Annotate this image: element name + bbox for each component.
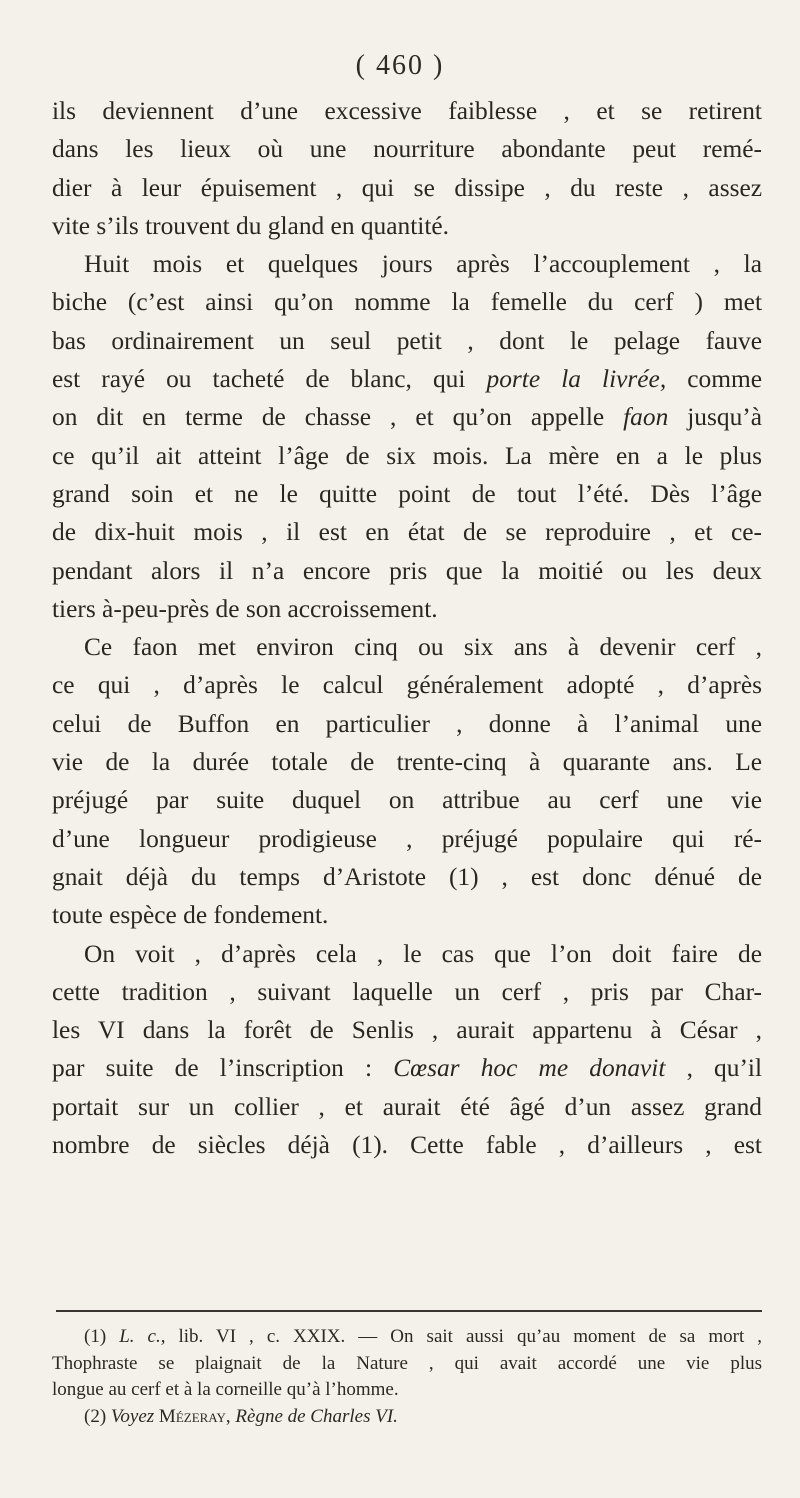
text-line: d’une longueur prodigieuse , préjugé populaire qui ré-	[52, 824, 762, 853]
text-line: On voit , d’après cela , le cas que l’on doit faire de	[84, 939, 762, 968]
italic-inscription: Cœsar hoc me donavit	[393, 1054, 666, 1083]
text-line: grand soin et ne le quitte point de tout l’été. Dès l’âge	[52, 479, 762, 508]
text-line: gnait déjà du temps d’Aristote (1) , est donc dénué de	[52, 862, 762, 891]
text-line: celui de Buffon en particulier , donne à l’animal une	[52, 709, 762, 738]
text-line: les VI dans la forêt de Senlis , aurait appartenu à César ,	[52, 1016, 762, 1045]
italic-phrase: porte la livrée,	[486, 365, 667, 394]
text-line: nombre de siècles déjà (1). Cette fable , d’ailleurs , est	[52, 1131, 762, 1160]
text-line: dier à leur épuisement , qui se dissipe , du reste , assez	[52, 173, 762, 202]
text-line: pendant alors il n’a encore pris que la moitié ou les deux	[52, 556, 762, 585]
text-segment: on dit en terme de chasse , et qu’on appelle	[52, 403, 624, 432]
text-line: portait sur un collier , et aurait été âgé d’un assez grand	[52, 1092, 762, 1121]
text-line: de dix-huit mois , il est en état de se reproduire , et ce-	[52, 518, 762, 547]
text-line: bas ordinairement un seul petit , dont le pelage fauve	[52, 326, 762, 355]
footnote-line: Thophraste se plaignait de la Nature , qui avait accordé une vie plus	[52, 1352, 762, 1374]
text-line	[52, 1049, 762, 1087]
text-line: vite s’ils trouvent du gland en quantité.	[52, 211, 450, 240]
text-line: cette tradition , suivant laquelle un cerf , pris par Char-	[52, 977, 762, 1006]
footnote-reference: L. c.	[119, 1326, 161, 1347]
text-segment: , qu’il	[665, 1054, 763, 1083]
text-line: ce qui , d’après le calcul généralement adopté , d’après	[52, 671, 762, 700]
footnote-line: longue au cerf et à la corneille qu’à l’homme.	[52, 1379, 399, 1400]
footnote-divider	[56, 1310, 762, 1312]
text-segment: est rayé ou tacheté de blanc, qui	[52, 365, 487, 394]
footnote-marker: (1)	[84, 1326, 120, 1347]
footnote-text: , lib. VI , c. XXIX. — On sait aussi qu’au moment de sa mort ,	[160, 1326, 763, 1347]
text-line: dans les lieux où une nourriture abondante peut remé-	[52, 135, 762, 164]
text-segment: par suite de l’inscription :	[52, 1054, 394, 1083]
text-line: Ce faon met environ cinq ou six ans à devenir cerf ,	[84, 633, 762, 662]
footnote-2	[52, 1404, 762, 1431]
footnotes	[52, 1324, 762, 1430]
text-line: tiers à-peu-près de son accroissement.	[52, 594, 438, 623]
text-line: biche (c’est ainsi qu’on nomme la femelle du cerf ) met	[52, 288, 762, 317]
footnote-voyez: Voyez	[110, 1405, 155, 1427]
text-line	[52, 398, 762, 436]
footnote-author: Mézeray	[154, 1405, 226, 1427]
footnote-1	[52, 1324, 762, 1351]
text-line: préjugé par suite duquel on attribue au cerf une vie	[52, 786, 762, 815]
footnote-title: Règne de Charles VI.	[235, 1405, 398, 1427]
footnote-marker: (2)	[84, 1405, 111, 1427]
italic-phrase: faon	[623, 403, 669, 432]
text-segment: comme	[666, 365, 763, 394]
footnote-separator: ,	[225, 1405, 236, 1427]
text-segment: jusqu’à	[668, 403, 762, 432]
text-line	[52, 360, 762, 398]
text-line: ils deviennent d’une excessive faiblesse , et se retirent	[52, 97, 762, 125]
text-line: vie de la durée totale de trente-cinq à quarante ans. Le	[52, 748, 762, 777]
text-line: toute espèce de fondement.	[52, 901, 329, 930]
body-text	[52, 92, 762, 1164]
text-line: ce qu’il ait atteint l’âge de six mois. La mère en a le plus	[52, 441, 762, 470]
text-line: Huit mois et quelques jours après l’accouplement , la	[84, 250, 762, 279]
page-number: ( 460 )	[355, 50, 445, 81]
